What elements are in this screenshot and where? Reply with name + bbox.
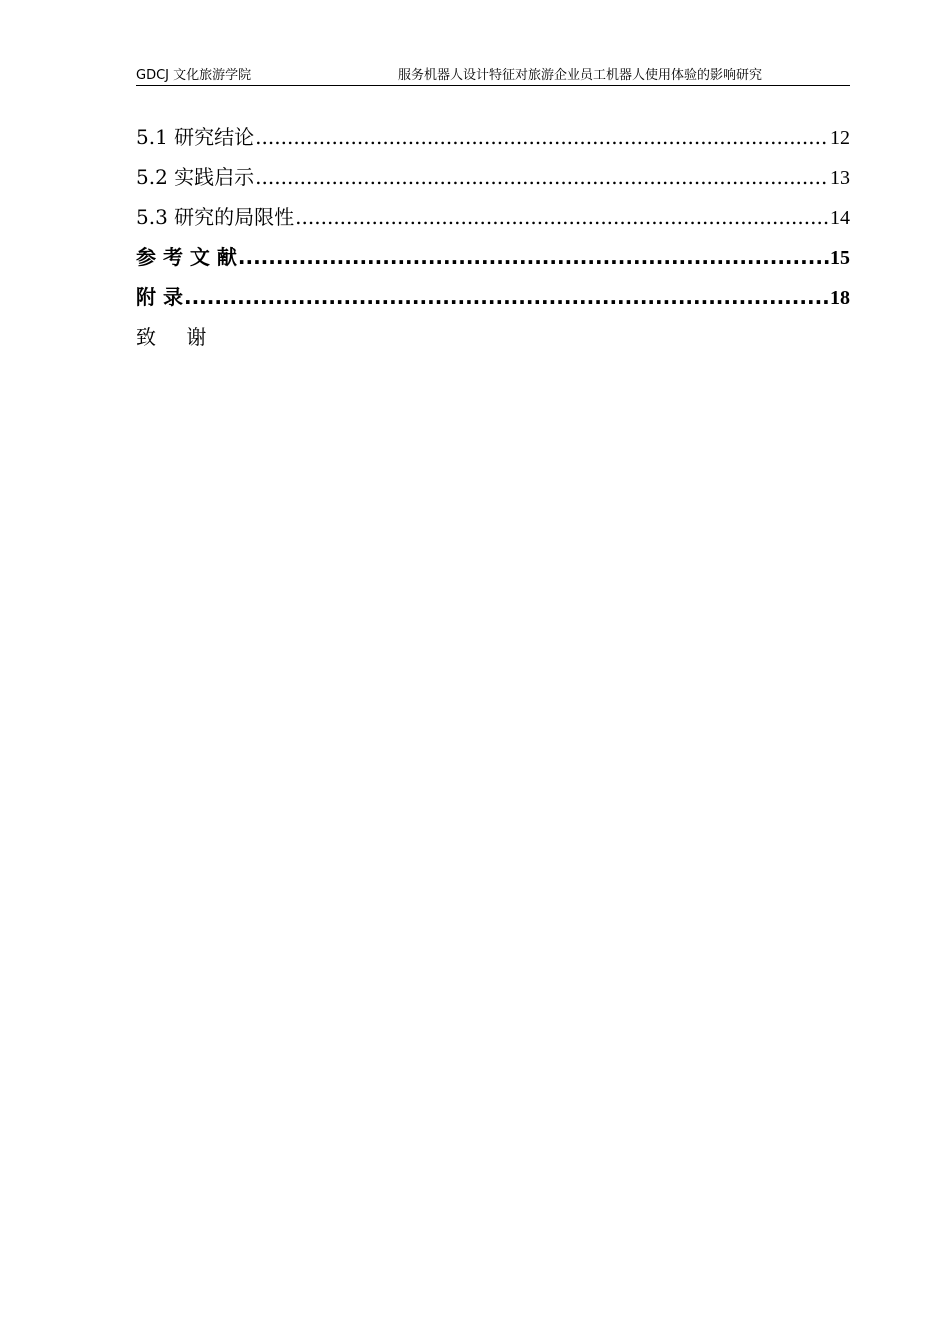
toc-entry-5-3[interactable] [136,197,850,237]
toc-entry-label: 5.2 实践启示 [136,165,255,189]
toc-leader-dots [255,117,829,157]
toc-leader-dots [255,157,829,197]
toc-entry-label: 5.3 研究的局限性 [136,205,295,229]
toc-entry-5-1[interactable] [136,117,850,157]
toc-leader-dots [238,237,829,277]
toc-entry-label: 5.1 研究结论 [136,125,255,149]
toc-leader-dots [295,197,829,237]
toc-entry-page: 12 [830,127,850,149]
toc-entry-appendix[interactable] [136,277,850,317]
toc-entry-page: 14 [830,207,850,229]
toc-entry-acknowledgements[interactable] [136,317,850,357]
toc-entry-label: 附 录 [136,285,183,309]
toc-entry-page: 18 [830,287,850,309]
toc-entry-page: 15 [830,247,850,269]
table-of-contents [136,117,850,357]
toc-entry-label: 致 谢 [136,325,219,349]
header-thesis-title: 服务机器人设计特征对旅游企业员工机器人使用体验的影响研究 [398,68,763,83]
header-institution: GDCJ 文化旅游学院 [136,68,252,83]
toc-entry-label: 参 考 文 献 [136,245,237,269]
page-header [136,66,850,86]
toc-entry-references[interactable] [136,237,850,277]
toc-entry-5-2[interactable] [136,157,850,197]
toc-leader-dots [184,277,829,317]
toc-entry-page: 13 [830,167,850,189]
